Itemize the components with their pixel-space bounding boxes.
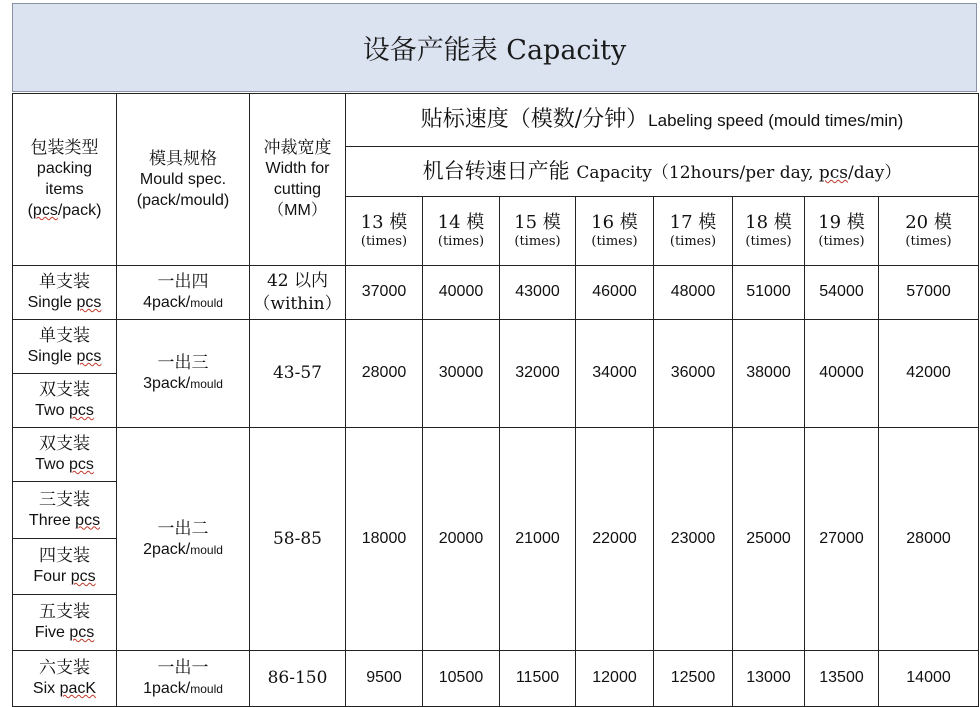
mould-times-unit: (times) [905, 234, 952, 250]
pack-type-cn: 五支装 [39, 602, 90, 623]
header-width-en3: （MM） [268, 201, 327, 219]
header-capacity-cn: 机台转速日产能 [422, 158, 570, 183]
header-mould-en2: (pack/mould) [136, 191, 230, 209]
pack-type-cn: 四支装 [39, 546, 90, 567]
mould-spec-cn: 一出三 [157, 353, 209, 374]
mould-times-unit: (times) [818, 234, 865, 250]
header-width-en2: cutting [273, 181, 322, 199]
pack-type-cn: 双支装 [39, 434, 90, 455]
capacity-value: 11500 [500, 651, 576, 707]
width-note: （within） [253, 293, 342, 314]
capacity-value: 36000 [654, 320, 733, 428]
pack-type-cell [13, 482, 117, 539]
table-row [13, 320, 979, 374]
mould-times-label: 14 模 [437, 211, 485, 233]
header-speed-en: Labeling speed (mould times/min) [648, 110, 904, 130]
capacity-value: 14000 [879, 651, 979, 707]
page-title: 设备产能表 Capacity [362, 35, 627, 66]
pack-type-cn: 六支装 [39, 658, 90, 679]
mould-times-header [500, 197, 576, 266]
capacity-value: 27000 [805, 428, 879, 651]
capacity-value: 28000 [346, 320, 423, 428]
mould-times-header [346, 197, 423, 266]
capacity-value: 43000 [500, 266, 576, 320]
capacity-value: 32000 [500, 320, 576, 428]
width-cell [250, 651, 346, 707]
mould-spec-cn: 一出二 [157, 518, 209, 539]
pack-type-cn: 单支装 [39, 326, 90, 347]
mould-spec-cell [117, 266, 250, 320]
capacity-value: 13500 [805, 651, 879, 707]
pack-type-cell [13, 651, 117, 707]
pack-type-en: Two pcs [35, 456, 94, 474]
capacity-value: 46000 [576, 266, 654, 320]
pack-type-cn: 双支装 [39, 380, 90, 401]
header-packing-en2: items [45, 181, 84, 199]
pack-type-cell [13, 266, 117, 320]
pack-type-en: Two pcs [35, 402, 94, 420]
capacity-value: 25000 [733, 428, 805, 651]
capacity-value: 12500 [654, 651, 733, 707]
capacity-value: 10500 [423, 651, 500, 707]
mould-spec-cell [117, 320, 250, 428]
title-bar [12, 3, 977, 92]
mould-spec-cn: 一出四 [157, 272, 209, 293]
pack-type-en: Six pacK [32, 680, 97, 698]
header-mould-cn: 模具规格 [149, 148, 217, 169]
width-cell [250, 320, 346, 428]
mould-spec-en: 4pack/mould [143, 294, 223, 312]
capacity-value: 38000 [733, 320, 805, 428]
header-speed-cn: 贴标速度（模数/分钟） [420, 106, 649, 132]
capacity-value: 51000 [733, 266, 805, 320]
mould-times-unit: (times) [514, 234, 561, 250]
header-width-cn: 冲裁宽度 [263, 138, 332, 159]
pack-type-cell [13, 428, 117, 482]
mould-times-label: 18 模 [745, 211, 792, 233]
pack-type-en: Single pcs [27, 348, 102, 366]
table-row [13, 428, 979, 482]
mould-times-unit: (times) [591, 234, 638, 250]
mould-times-header [805, 197, 879, 266]
pack-type-cell [13, 595, 117, 651]
header-capacity-en: Capacity（12hours/per day, pcs/day） [576, 162, 902, 183]
capacity-value: 18000 [346, 428, 423, 651]
header-packing [13, 94, 117, 266]
mould-times-unit: (times) [745, 234, 792, 250]
pack-type-cell [13, 320, 117, 374]
capacity-value: 30000 [423, 320, 500, 428]
capacity-value: 21000 [500, 428, 576, 651]
width-cell [250, 428, 346, 651]
mould-times-label: 20 模 [905, 211, 952, 233]
pack-type-cn: 三支装 [39, 489, 90, 510]
capacity-value: 20000 [423, 428, 500, 651]
mould-spec-cell [117, 428, 250, 651]
width-value: 42 以内 [266, 271, 329, 292]
capacity-value: 57000 [879, 266, 979, 320]
pack-type-en: Four pcs [33, 568, 96, 586]
width-cell [250, 266, 346, 320]
pack-type-cn: 单支装 [39, 272, 90, 293]
header-row-1 [13, 94, 979, 147]
pack-type-en: Single pcs [27, 294, 102, 312]
mould-times-unit: (times) [437, 234, 485, 250]
pack-type-en: Five pcs [34, 624, 95, 642]
width-value: 58-85 [272, 528, 322, 549]
header-packing-en3: (pcs/pack) [27, 201, 102, 219]
capacity-value: 12000 [576, 651, 654, 707]
table-row [13, 651, 979, 707]
mould-times-label: 13 模 [360, 211, 408, 233]
header-speed [346, 94, 979, 147]
mould-times-unit: (times) [669, 234, 717, 250]
mould-times-label: 15 模 [514, 211, 561, 233]
pack-type-cell [13, 539, 117, 595]
header-mould [117, 94, 250, 266]
header-width-en1: Width for [265, 160, 330, 178]
capacity-value: 13000 [733, 651, 805, 707]
mould-times-label: 17 模 [669, 211, 717, 233]
mould-times-header [733, 197, 805, 266]
mould-spec-cn: 一出一 [157, 658, 209, 679]
capacity-value: 40000 [423, 266, 500, 320]
capacity-value: 42000 [879, 320, 979, 428]
capacity-value: 48000 [654, 266, 733, 320]
mould-times-header [879, 197, 979, 266]
capacity-value: 23000 [654, 428, 733, 651]
header-width [250, 94, 346, 266]
capacity-value: 22000 [576, 428, 654, 651]
mould-spec-cell [117, 651, 250, 707]
mould-times-unit: (times) [360, 234, 408, 250]
mould-spec-en: 1pack/mould [143, 680, 223, 698]
capacity-value: 9500 [346, 651, 423, 707]
header-mould-en1: Mould spec. [139, 170, 227, 188]
mould-spec-en: 3pack/mould [143, 375, 223, 393]
mould-times-label: 16 模 [591, 211, 638, 233]
capacity-value: 37000 [346, 266, 423, 320]
mould-times-header [654, 197, 733, 266]
header-packing-cn: 包装类型 [30, 138, 99, 159]
capacity-value: 34000 [576, 320, 654, 428]
capacity-value: 40000 [805, 320, 879, 428]
capacity-table [12, 93, 979, 707]
mould-times-header [423, 197, 500, 266]
mould-times-label: 19 模 [818, 211, 865, 233]
pack-type-cell [13, 374, 117, 428]
width-value: 86-150 [267, 668, 328, 689]
header-capacity [346, 147, 979, 197]
capacity-value: 54000 [805, 266, 879, 320]
mould-times-header [576, 197, 654, 266]
width-value: 43-57 [272, 363, 322, 384]
pack-type-en: Three pcs [28, 511, 101, 529]
header-packing-en1: packing [36, 160, 93, 178]
mould-spec-en: 2pack/mould [143, 540, 223, 558]
table-row [13, 266, 979, 320]
capacity-value: 28000 [879, 428, 979, 651]
